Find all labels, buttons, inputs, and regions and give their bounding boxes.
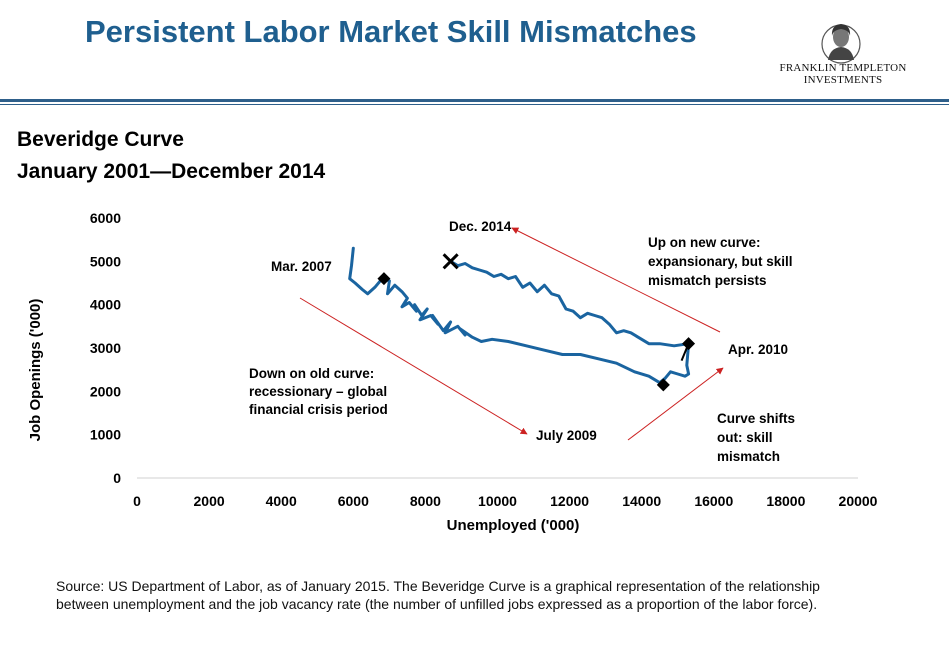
label-mar-2007: Mar. 2007 bbox=[271, 259, 332, 274]
annotation-shift-line3: mismatch bbox=[717, 449, 781, 464]
y-axis-label: Job Openings ('000) bbox=[27, 298, 44, 442]
label-july-2009: July 2009 bbox=[536, 428, 597, 443]
annotation-up-line2: expansionary, but skill bbox=[648, 254, 793, 269]
marker-apr-2010 bbox=[682, 337, 695, 350]
marker-july-2009 bbox=[657, 378, 670, 391]
y-tick-label: 6000 bbox=[89, 210, 121, 226]
shift-arrow bbox=[628, 368, 723, 440]
x-tick-label: 2000 bbox=[193, 493, 225, 509]
marker-dec-2014 bbox=[444, 254, 458, 268]
annotation-up-line3: mismatch persists bbox=[648, 273, 767, 288]
x-tick-label: 10000 bbox=[478, 493, 517, 509]
logo-text-line1: FRANKLIN TEMPLETON bbox=[779, 62, 907, 74]
annotation-down-line3: financial crisis period bbox=[249, 402, 388, 417]
chart-subtitle: January 2001—December 2014 bbox=[17, 160, 326, 183]
annotation-up-line1: Up on new curve: bbox=[648, 235, 761, 250]
y-tick-label: 5000 bbox=[89, 253, 121, 270]
y-tick-label: 1000 bbox=[89, 426, 121, 443]
x-tick-label: 18000 bbox=[766, 493, 806, 509]
annotation-down-line1: Down on old curve: bbox=[249, 366, 375, 381]
label-dec-2014: Dec. 2014 bbox=[449, 219, 512, 234]
y-tick-labels bbox=[90, 210, 121, 486]
annotation-shift-line1: Curve shifts bbox=[717, 411, 796, 426]
x-axis-label: Unemployed ('000) bbox=[446, 517, 580, 534]
y-tick-label: 4000 bbox=[89, 296, 121, 313]
x-tick-label: 6000 bbox=[337, 493, 369, 509]
annotation-shift-line2: out: skill bbox=[717, 430, 773, 445]
x-tick-label: 12000 bbox=[550, 493, 590, 509]
x-tick-label: 0 bbox=[133, 493, 141, 509]
annotation-down-line2: recessionary – global bbox=[249, 384, 388, 399]
label-apr-2010: Apr. 2010 bbox=[728, 342, 789, 357]
y-tick-label: 3000 bbox=[89, 340, 121, 356]
x-tick-label: 14000 bbox=[622, 493, 662, 509]
x-tick-label: 16000 bbox=[694, 493, 734, 509]
x-tick-label: 20000 bbox=[838, 493, 878, 509]
chart-title: Beveridge Curve bbox=[17, 128, 184, 151]
x-tick-labels bbox=[133, 493, 878, 509]
x-tick-label: 8000 bbox=[409, 493, 441, 509]
logo-text-line2: INVESTMENTS bbox=[803, 74, 883, 86]
page-title: Persistent Labor Market Skill Mismatches bbox=[85, 14, 697, 49]
source-note: Source: US Department of Labor, as of January 2015. The Beveridge Curve is a graphical representation of the relationship between unemployment and the job vacancy rate (the number of unfilled jobs expressed as a proportion of the labor force). bbox=[56, 578, 820, 612]
y-tick-label: 0 bbox=[113, 470, 121, 486]
y-tick-label: 2000 bbox=[89, 383, 121, 400]
x-tick-label: 4000 bbox=[265, 493, 297, 509]
beveridge-curve-line bbox=[350, 248, 689, 382]
